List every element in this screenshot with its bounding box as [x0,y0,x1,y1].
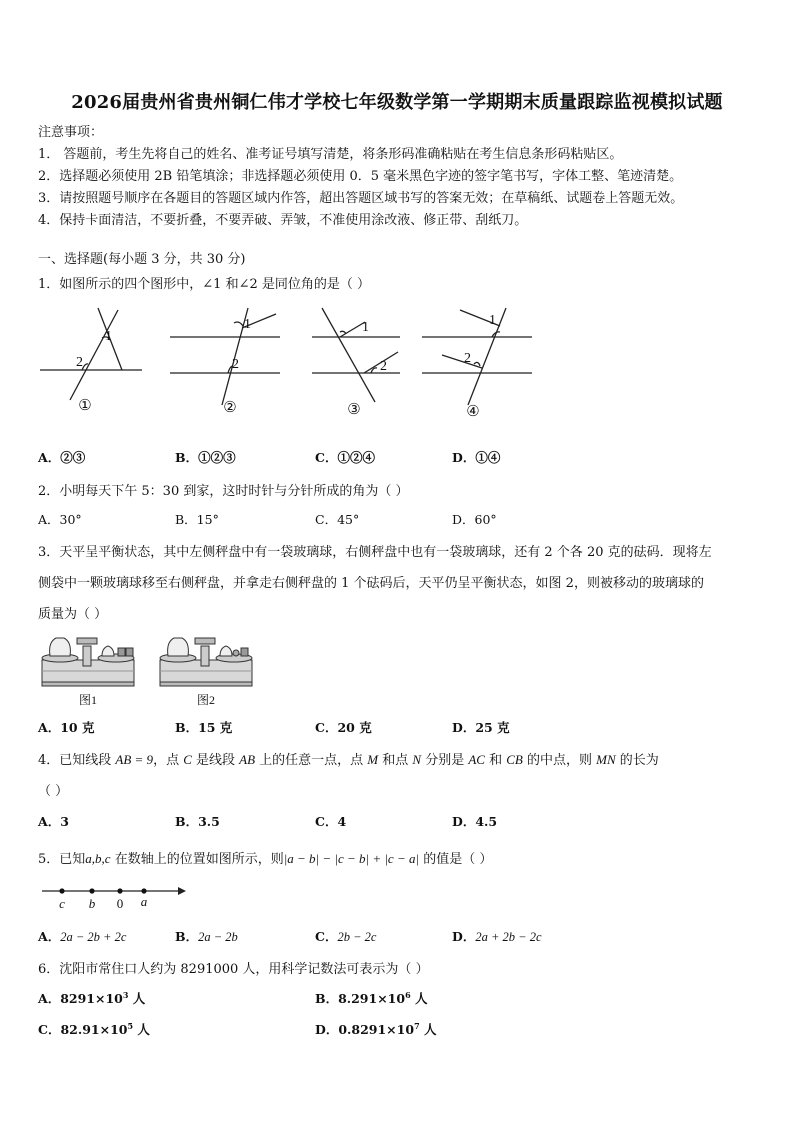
weight-icon [241,648,248,656]
q2-option-b: B．15° [175,512,219,527]
weight-icon [118,648,125,656]
point-a [141,888,146,893]
fig4-angle2-label: 2 [464,351,471,366]
q4-option-c: C．4 [315,814,347,829]
glass-ball-icon [233,650,239,656]
fig-label-2: 图2 [196,693,216,707]
fig2-angle1-label: 1 [244,317,251,332]
notice-item-3: 3．请按照题号顺序在各题目的答题区域内作答，超出答题区域书写的答案无效；在草稿纸、试题卷上答题无效。 [38,191,684,206]
q1-option-c: C．①②④ [315,450,375,465]
notice-item-1: 1． 答题前，考生先将自己的姓名、准考证号填写清楚，将条形码准确粘贴在考生信息条形码粘贴区。 [38,147,623,162]
q3-option-b: B．15 克 [175,720,233,735]
fig2-angle2-label: 2 [232,357,239,372]
q3-option-a: A．10 克 [38,720,95,735]
fig4-angle1-label: 1 [489,313,496,328]
right-bag-icon [102,646,114,656]
axis-label-0: 0 [116,896,124,911]
balance-1 [42,638,134,686]
q5-stem: 5．已知a,b,c 在数轴上的位置如图所示，则|a − b| − |c − b| + |c − a| 的值是（ ） [38,851,493,867]
fig3-label: ③ [347,402,361,418]
arrow-icon [178,887,186,895]
notice-heading: 注意事项： [38,125,104,140]
q6-option-a: A．$8291\times 10^3$ 人 [38,989,146,1006]
fig1-angle1-label: 1 [105,329,112,344]
point-b [89,888,94,893]
balance-2 [160,638,252,686]
q5-number-line [36,880,196,912]
q6-option-b: B．$8.291\times 10^6$ 人 [315,989,428,1006]
fig3-angle1-label: 1 [362,320,369,335]
q4-option-b: B．3.5 [175,814,220,829]
q4-option-a: A．3 [38,814,69,829]
q2-option-c: C．45° [315,512,360,527]
point-0 [117,888,122,893]
q1-option-a: A．②③ [38,450,86,465]
point-c [59,888,64,893]
q3-option-d: D．25 克 [452,720,510,735]
q5-option-c: C．2b − 2c [315,929,377,944]
q1-option-d: D．①④ [452,450,501,465]
notice-item-4: 4．保持卡面清洁，不要折叠，不要弄破、弄皱，不准使用涂改液、修正带、刮纸刀。 [38,213,528,228]
fig3-angle1-arc [340,331,346,334]
q5-option-b: B．2a − 2b [175,929,238,944]
q1-figures [30,300,550,430]
fig2-label: ② [223,400,237,416]
left-bag-icon [50,638,71,656]
q6-option-d: D．$0.8291\times 10^7$ 人 [315,1020,437,1037]
q2-stem: 2．小明每天下午 5：30 到家，这时时针与分针所成的角为（ ） [38,484,409,499]
q5-option-d: D．2a + 2b − 2c [452,929,542,944]
q2-option-d: D．60° [452,512,497,527]
q4-option-d: D．4.5 [452,814,498,829]
right-bag-icon [220,646,232,656]
fig-label-1: 图1 [78,693,98,707]
axis-label-a: a [140,894,148,909]
q1-option-b: B．①②③ [175,450,236,465]
q2-option-a: A．30° [38,512,82,527]
q5-option-a: A．2a − 2b + 2c [38,929,127,944]
fig4-label: ④ [466,404,480,420]
q6-stem: 6．沈阳市常住口人约为 8291000 人，用科学记数法可表示为（ ） [38,962,429,977]
fig4-lower-ray [442,355,482,368]
q3-balance-figures [36,628,266,708]
q4-stem: 4．已知线段 AB = 9，点 C 是线段 AB 上的任意一点，点 M 和点 N 分别是 AC 和 CB 的中点，则 MN 的长为 [38,752,659,768]
q3-stem-line2: 侧袋中一颗玻璃球移至右侧秤盘，并拿走右侧秤盘的 1 个砝码后，天平仍呈平衡状态，如图 2，则被移动的玻璃球的 [38,576,704,591]
notice-item-2: 2．选择题必须使用 2B 铅笔填涂；非选择题必须使用 0．5 毫米黑色字迹的签字笔书写，字体工整、笔迹清楚。 [38,169,683,184]
q6-option-c: C．$82.91\times 10^5$ 人 [38,1020,150,1037]
fig3-angle2-label: 2 [380,359,387,374]
q1-stem: 1．如图所示的四个图形中，∠1 和∠2 是同位角的是（ ） [38,277,370,292]
fig1-angle2-label: 2 [76,355,83,370]
weight-icon [126,648,133,656]
left-bag-icon [168,638,189,656]
section-heading: 一、选择题(每小题 3 分，共 30 分) [38,252,246,267]
q3-stem-line1: 3．天平呈平衡状态，其中左侧秤盘中有一袋玻璃球，右侧秤盘中也有一袋玻璃球，还有 2 个各 20 克的砝码．现将左 [38,545,712,560]
page-title: 2026届贵州省贵州铜仁伟才学校七年级数学第一学期期末质量跟踪监视模拟试题 [71,92,723,113]
fig4-transversal [468,308,506,405]
q3-option-c: C．20 克 [315,720,372,735]
fig2-angle1-arc [234,322,243,326]
q3-stem-line3: 质量为（ ） [38,607,108,622]
axis-label-b: b [88,896,96,911]
fig1-label: ① [78,398,92,414]
q4-stem-line2: （ ） [38,784,69,799]
axis-label-c: c [59,896,65,911]
